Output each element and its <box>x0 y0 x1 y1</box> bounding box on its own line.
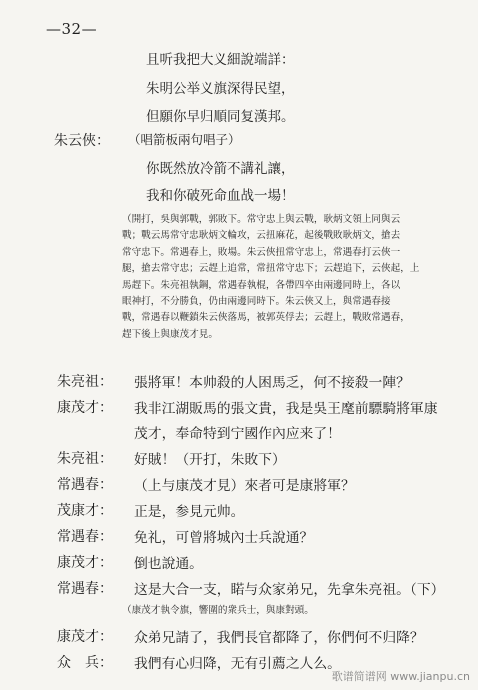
watermark: 歌谱简谱网 www.jianpu.cn <box>331 670 470 683</box>
singing-direction: （唱箭板兩句唱子） <box>128 132 241 147</box>
verse-line: 我和你破死命血战一場！ <box>146 188 295 204</box>
speaker-label: 朱亮祖： <box>57 374 113 390</box>
speaker-label: 常遇春： <box>57 529 113 545</box>
stage-direction-line: 趕下後上與康茂才見。 <box>122 328 218 340</box>
dialogue-text: （上与康茂才見）來者可是康將軍？ <box>134 478 355 494</box>
speaker-label: 康茂才： <box>57 400 113 416</box>
dialogue-text: 这是大合一支，睰与众家弟兄，先拿朱亮祖。（下） <box>134 582 445 598</box>
stage-direction-line: 常守忠下。常遇春上，敗場。朱云俠扭常守忠上，常遇春打云俠一 <box>122 246 401 258</box>
dialogue-text: 好賊！（开打，朱敗下） <box>134 452 286 468</box>
speaker-label: 康茂才： <box>57 555 113 571</box>
stage-direction <box>122 212 444 343</box>
stage-direction: （康茂才執令旗，響圍的衆兵士，與康對頭。 <box>122 605 314 616</box>
stage-direction-line: 戰；戰云馬常守忠耿炳文輪攻，云扭麻花，起後戰敗耿炳文，搶去 <box>122 230 401 242</box>
speaker-label: 朱云俠： <box>54 133 110 149</box>
speaker-label: 常遇春： <box>57 581 113 597</box>
stage-direction-line: 馬趕下。朱亮祖執鋼，常遇春執棍，各帶四卒由兩邊同時上，各以 <box>122 279 401 291</box>
speaker-label: 众 兵： <box>57 655 113 671</box>
dialogue-text: 众弟兄請了，我們長官都降了，你們何不归降？ <box>134 630 424 646</box>
stage-direction-line: 腿，搶去常守忠；云趕上追常，常扭常守忠下；云趕追下，云俠起，上 <box>122 263 420 275</box>
dialogue-text: 免礼，可曾將城內士兵說通？ <box>134 530 314 546</box>
verse-line: 朱明公举义旗深得民望， <box>146 81 295 97</box>
speaker-label: 朱亮祖： <box>57 451 113 467</box>
dialogue-text: 我非江湖販馬的張文貴，我是吳王麾前驃騎將軍康 <box>134 401 438 417</box>
verse-line: 你既然放冷箭不講礼讓， <box>146 161 295 177</box>
stage-direction-line: 眼神打，不分勝負，仍由兩邊同時下。朱云俠又上，與常遇春接 <box>122 296 391 308</box>
dialogue-text: 茂才，奉命特到宁國作內应来了！ <box>134 426 341 442</box>
speaker-label: 康茂才： <box>57 629 113 645</box>
dialogue-text: 我們有心归降，无有引薦之人么。 <box>134 656 341 672</box>
stage-direction-line: （開打，吳與郭戰，郭敗下。常守忠上與云戰，耿炳文領上同與云 <box>122 214 401 225</box>
speaker-label: 常遇春： <box>57 477 113 493</box>
verse-line: 但願你早归順同复漢邦。 <box>146 109 295 125</box>
dialogue-text: 張將軍！本帅殺的人困馬乏，何不接殺一陣？ <box>134 375 410 391</box>
verse-line: 且听我把大义細說端詳： <box>146 52 295 68</box>
page-number: —32— <box>46 20 98 38</box>
dialogue-text: 倒也說通。 <box>134 556 203 572</box>
dialogue-text: 正是，参見元帅。 <box>134 504 245 520</box>
stage-direction-line: 戰，常遇春以鞭鎖朱云俠落馬，被郭英俘去；云趕上，戰敗常遇春， <box>122 312 410 324</box>
speaker-label: 茂康才： <box>57 503 113 519</box>
